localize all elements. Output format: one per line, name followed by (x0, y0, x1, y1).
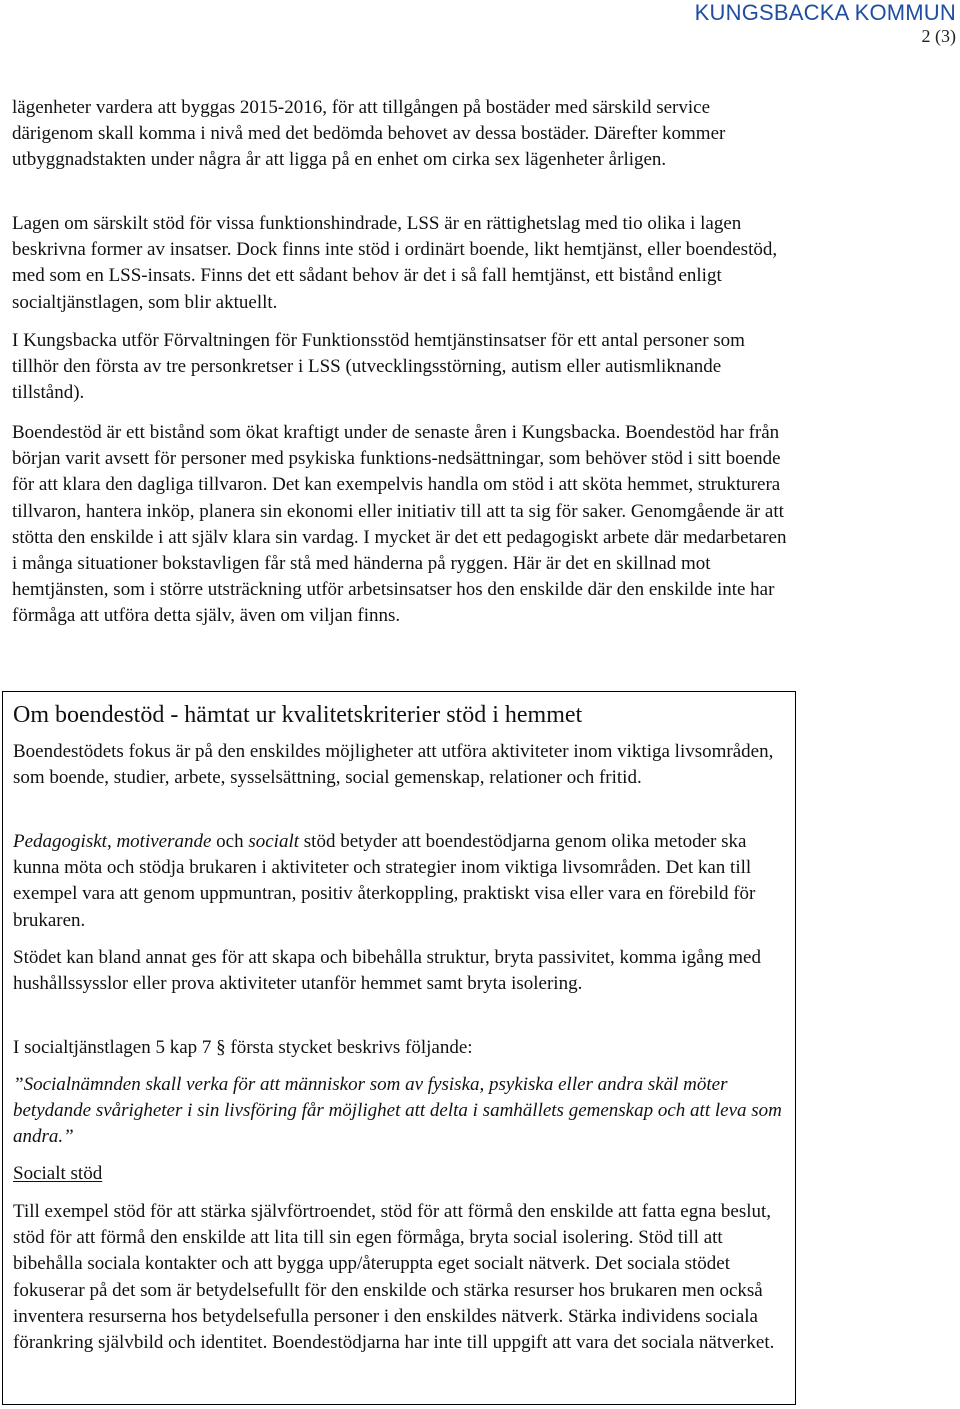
body-paragraph-4: Boendestöd är ett bistånd som ökat kraftigt under de senaste åren i Kungsbacka. Boendestöd har från början varit avsett för personer med psykiska funktions-nedsättningar, som behöver stöd i sitt boende för att klara den dagliga tillvaron. Det kan exempelvis handla om stöd i att sköta hemmet, strukturera tillvaron, hantera inköp, planera sin ekonomi eller initiativ till att ta sig för saker. Genomgående är att stötta den enskilde i att själv klara sin vardag. I mycket är det ett pedagogiskt arbete där medarbetaren i många situationer bokstavligen får stå med händerna på ryggen. Här är det en skillnad mot hemtjänsten, som i större utsträckning utför arbetsinsatser hos den enskilde där den enskilde inte har förmåga att utföra detta själv, även om viljan finns. (12, 422, 787, 627)
box-title: Om boendestöd - hämtat ur kvalitetskriterier stöd i hemmet (13, 702, 583, 728)
page-number: 2 (3) (921, 26, 956, 46)
separator: , (106, 831, 117, 852)
subheading-social-support: Socialt stöd (13, 1163, 103, 1184)
body-paragraph-1: lägenheter vardera att byggas 2015-2016, för att tillgången på bostäder med särskild service därigenom skall komma i nivå med det bedömda behovet av dessa bostäder. Därefter kommer utbyggnadstakten under några år att ligga på en enhet om cirka sex lägenheter årligen. (12, 97, 726, 171)
term-motivating: motiverande (116, 831, 212, 852)
box-paragraph-3: Stödet kan bland annat ges för att skapa och bibehålla struktur, bryta passivitet, komma igång med hushållssysslor eller prova aktiviteter utanför hemmet samt bryta isolering. (13, 947, 761, 995)
body-paragraph-2: Lagen om särskilt stöd för vissa funktionshindrade, LSS är en rättighetslag med tio olika i lagen beskrivna former av insatser. Dock finns inte stöd i ordinärt boende, likt hemtjänst, eller boendestöd, med som en LSS-insats. Finns det ett sådant behov är det i så fall hemtjänst, ett bistånd enligt socialtjänstlagen, som blir aktuellt. (12, 213, 778, 313)
box-paragraph-5: Till exempel stöd för att stärka självförtroendet, stöd för att förmå den enskilde att fatta egna beslut, stöd för att förmå den enskilde att lita till sin egen förmåga, bryta social isolering. Stöd till att bibehålla sociala kontakter och att bygga upp/återuppta eget socialt nätverk. Det sociala stödet fokuserar på det som är betydelsefullt för den enskilde och stärka resurser hos brukaren men också inventera resurserna hos betydelsefulla personer i den enskildes nätverk. Stärka individens sociala förankring självbild och identitet. Boendestödjarna har inte till uppgift att vara det sociala nätverket. (13, 1201, 775, 1354)
box-paragraph-2 (13, 829, 783, 934)
box-paragraph-4: I socialtjänstlagen 5 kap 7 § första stycket beskrivs följande: (13, 1037, 473, 1058)
term-social: socialt (248, 831, 300, 852)
body-paragraph-3: I Kungsbacka utför Förvaltningen för Funktionsstöd hemtjänstinsatser för ett antal personer som tillhör den första av tre personkretser i LSS (utvecklingsstörning, autism eller autismliknande tillstånd). (12, 330, 745, 404)
box-paragraph-1: Boendestödets fokus är på den enskildes möjligheter att utföra aktiviteter inom viktiga livsområden, som boende, studier, arbete, sysselsättning, social gemenskap, relationer och fritid. (13, 741, 774, 789)
law-quote: ”Socialnämnden skall verka för att människor som av fysiska, psykiska eller andra skäl möter betydande svårigheter i sin livsföring får möjlighet att delta i samhällets gemenskap och att leva som andra.” (13, 1074, 782, 1148)
organization-name: KUNGSBACKA KOMMUN (694, 0, 956, 25)
separator: och (211, 831, 249, 852)
paragraph-rest: stöd betyder att boendestödjarna genom olika metoder ska kunna möta och stödja brukaren i aktiviteter och strategier inom viktiga livsområden. Det kan till exempel vara att genom uppmuntran, positiv återkoppling, praktiskt visa eller vara en förebild för brukaren. (13, 831, 756, 931)
term-pedagogical: Pedagogiskt (13, 831, 107, 852)
quality-criteria-box (2, 691, 796, 1405)
